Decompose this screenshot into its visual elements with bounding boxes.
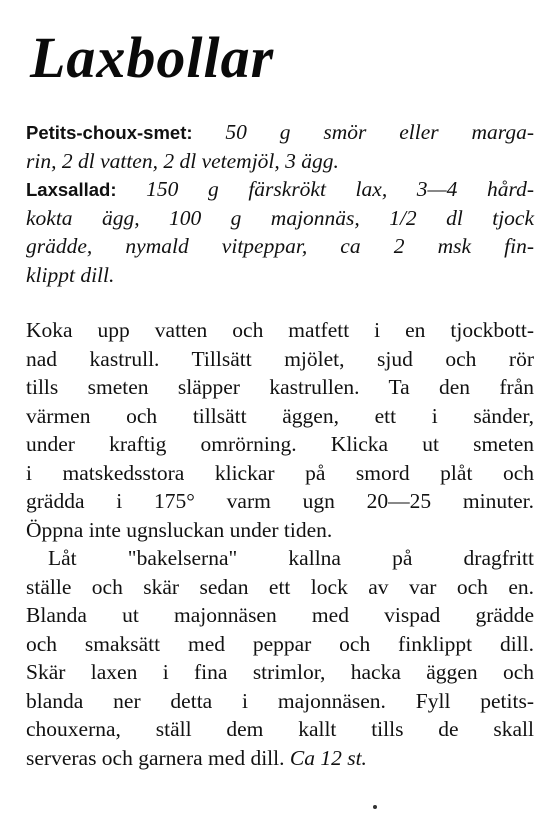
print-speck (373, 805, 377, 809)
ingredients-line: kokta ägg, 100 g majonnäs, 1/2 dl tjock (26, 205, 534, 230)
ingredients-line: klippt dill. (26, 262, 115, 287)
ingredients-section (26, 118, 534, 289)
ingredients-line (26, 118, 534, 147)
ingredients-line: grädde, nymald vitpeppar, ca 2 msk fin- (26, 234, 534, 258)
yield-text: Ca 12 st. (289, 745, 367, 770)
ingredients-line: rin, 2 dl vatten, 2 dl vetemjöl, 3 ägg. (26, 148, 339, 173)
recipe-title: Laxbollar (30, 25, 275, 90)
method-line: chouxerna, ställ dem kallt tills de skall (26, 717, 534, 741)
dough-label: Petits-choux-smet: (26, 122, 193, 143)
method-line: Låt "bakelserna" kallna på dragfritt (48, 546, 534, 570)
method-line: Öppna inte ugnsluckan under tiden. (26, 517, 333, 542)
salad-text: 150 g färskrökt lax, 3—4 hård- (146, 177, 535, 201)
method-line: Skär laxen i fina strimlor, hacka äggen och (26, 660, 534, 684)
method-section (26, 316, 534, 772)
method-line: tills smeten släpper kastrullen. Ta den från (26, 375, 534, 399)
method-line: nad kastrull. Tillsätt mjölet, sjud och rör (26, 346, 534, 371)
method-last-text: serveras och garnera med dill. (26, 745, 285, 770)
method-line: och smaksätt med peppar och finklippt dill. (26, 631, 534, 656)
method-line: grädda i 175° varm ugn 20—25 minuter. (26, 489, 534, 513)
method-line: blanda ner detta i majonnäsen. Fyll petits- (26, 688, 534, 713)
ingredients-line (26, 175, 534, 204)
method-line: i matskedsstora klickar på smord plåt och (26, 460, 534, 485)
dough-text: 50 g smör eller marga- (225, 120, 534, 144)
method-line (26, 744, 534, 773)
method-line: Blanda ut majonnäsen med vispad grädde (26, 603, 534, 627)
salad-label: Laxsallad: (26, 179, 117, 200)
method-line: ställe och skär sedan ett lock av var och en. (26, 574, 534, 599)
method-line: Koka upp vatten och matfett i en tjockbott- (26, 318, 534, 342)
method-line: värmen och tillsätt äggen, ett i sänder, (26, 403, 534, 428)
method-line: under kraftig omrörning. Klicka ut smeten (26, 432, 534, 456)
